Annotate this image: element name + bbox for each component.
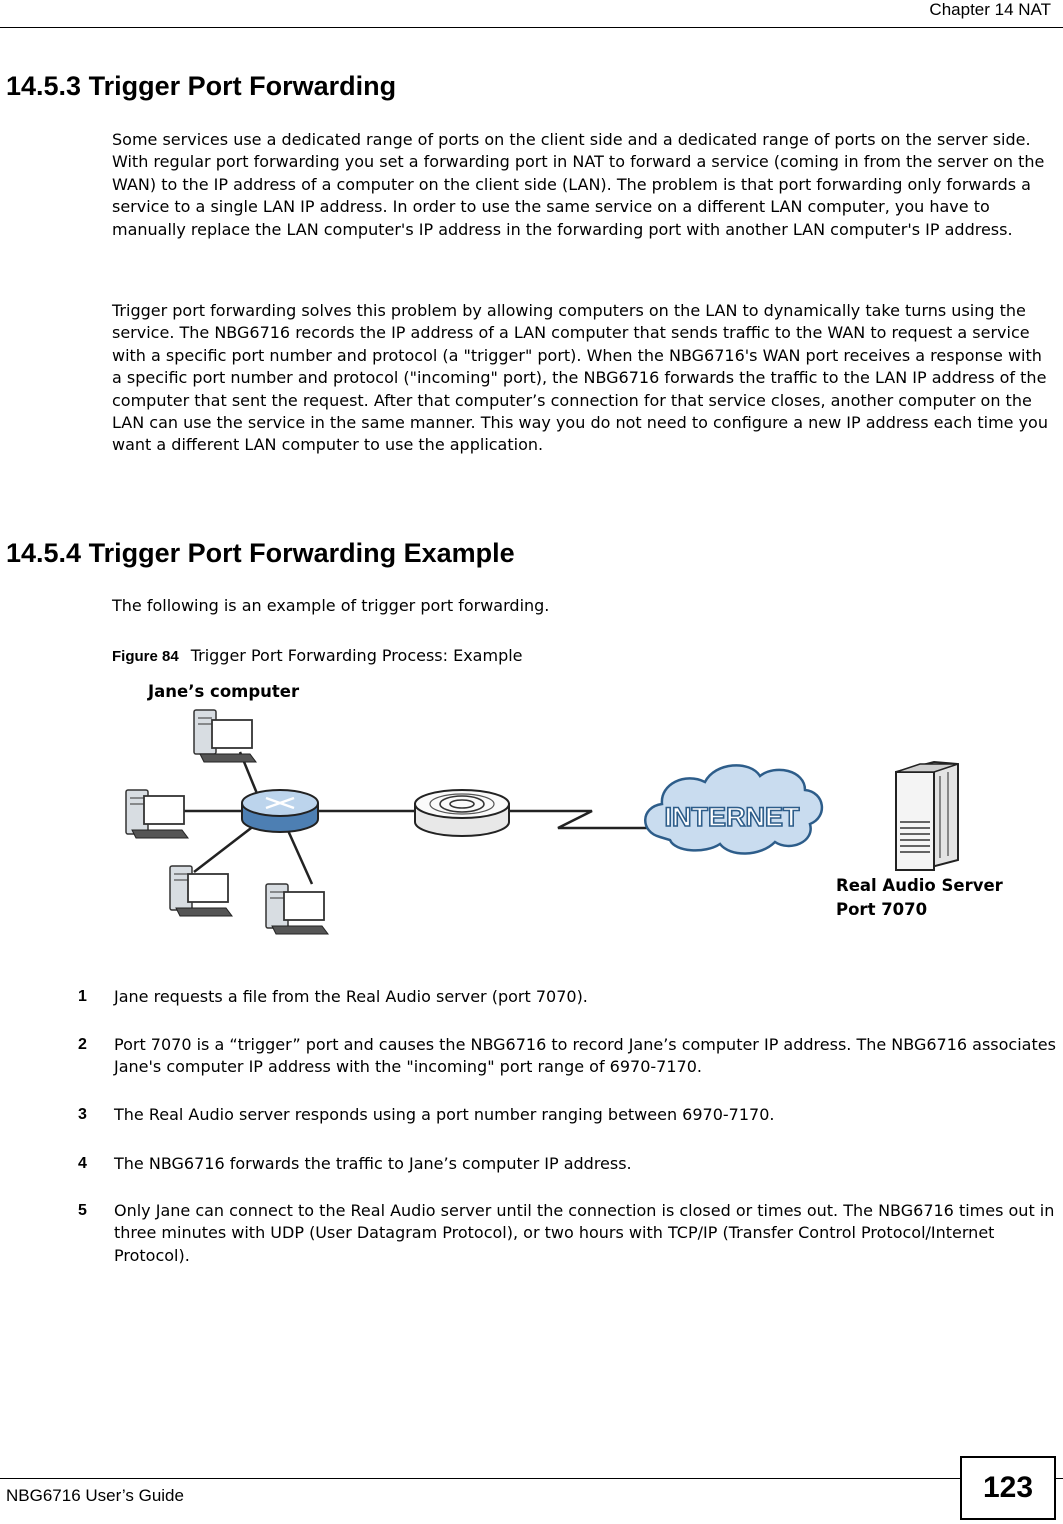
step-text: The NBG6716 forwards the traffic to Jane’s computer IP address. [114,1154,632,1173]
section-heading-trigger-port-forwarding: 14.5.3 Trigger Port Forwarding [6,71,397,101]
jane-computer-icon [194,710,256,762]
internet-cloud-label: INTERNET [664,802,800,832]
step-number: 1 [78,988,87,1005]
server-name-label: Real Audio Server [836,876,1003,895]
nbg6716-router-icon [415,790,509,836]
section-heading-trigger-port-forwarding-example: 14.5.4 Trigger Port Forwarding Example [6,538,515,568]
step-text: Port 7070 is a “trigger” port and causes the NBG6716 to record Jane’s computer IP address. The NBG6716 associates Jane's computer IP address with the "incoming" port range of 6970-7170. [114,1035,1056,1077]
figure-title: Trigger Port Forwarding Process: Example [190,646,523,665]
network-diagram [110,672,1040,952]
body-paragraph: Some services use a dedicated range of ports on the client side and a dedicated range of ports on the server side. With regular port forwarding you set a forwarding port in NAT to forward a service (coming in from the server on the WAN) to the IP address of a computer on the client side (LAN). The problem is that port forwarding only forwards a service to a single LAN IP address. In order to use the same service on a different LAN computer, you have to manually replace the LAN computer's IP address in the forwarding port with another LAN computer's IP address. [112,130,1045,239]
computer-icon [170,866,232,916]
body-paragraph: The following is an example of trigger port forwarding. [112,596,550,615]
header-divider [0,27,1063,28]
computer-icon [266,884,328,934]
step-number: 4 [78,1155,87,1172]
footer-divider [0,1478,1063,1479]
switch-icon [242,790,318,832]
jane-computer-label: Jane’s computer [148,682,300,701]
step-text: The Real Audio server responds using a port number ranging between 6970-7170. [114,1105,775,1124]
figure-label: Figure 84 [112,648,179,665]
computer-icon [126,790,188,838]
figure-caption [112,645,523,668]
internet-cloud-icon [645,765,822,853]
chapter-header: Chapter 14 NAT [929,0,1051,19]
footer-guide-title: NBG6716 User’s Guide [6,1486,184,1505]
page-number: 123 [960,1456,1056,1520]
step-number: 3 [78,1106,87,1123]
step-text: Only Jane can connect to the Real Audio server until the connection is closed or times out. The NBG6716 times out in three minutes with UDP (User Datagram Protocol), or two hours with TCP/IP (Transfer Control Protocol/Internet Protocol). [114,1201,1055,1265]
body-paragraph: Trigger port forwarding solves this problem by allowing computers on the LAN to dynamically take turns using the service. The NBG6716 records the IP address of a LAN computer that sends traffic to the WAN to request a service with a specific port number and protocol (a "trigger" port). When the NBG6716's WAN port receives a response with a specific port number and protocol ("incoming" port), the NBG6716 forwards the traffic to the LAN IP address of the computer that sent the request. After that computer’s connection for that service closes, another computer on the LAN can use the service in the same manner. This way you do not need to configure a new IP address each time you want a different LAN computer to use the application. [112,301,1048,455]
server-port-label: Port 7070 [836,900,928,919]
real-audio-server-icon [896,762,958,870]
step-number: 5 [78,1202,87,1219]
step-number: 2 [78,1036,87,1053]
step-text: Jane requests a file from the Real Audio server (port 7070). [114,987,588,1006]
